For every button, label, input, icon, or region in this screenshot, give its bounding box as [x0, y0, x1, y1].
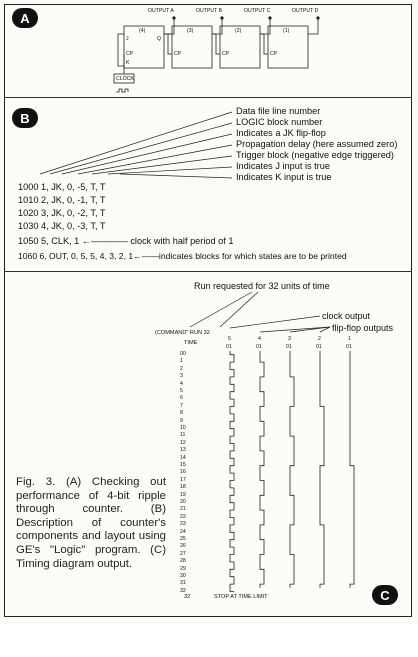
label-output-b: OUTPUT B [196, 8, 223, 14]
waveform-4 [260, 351, 264, 588]
label-pin-cp-2: CP [222, 51, 230, 57]
label-clock-box: CLOCK [116, 76, 134, 82]
annotation-5: Trigger block (negative edge triggered) [236, 150, 394, 160]
time-label: 12 [180, 439, 186, 446]
time-label: 17 [180, 476, 186, 483]
label-pin-cp-1: CP [270, 51, 278, 57]
time-label: 6 [180, 395, 183, 402]
last-time: 32 [184, 594, 191, 600]
note-flipflop-outputs: flip-flop outputs [332, 323, 394, 333]
col-states-3: 01 [286, 344, 292, 350]
time-label: 19 [180, 491, 186, 498]
time-label: 3 [180, 373, 183, 380]
timing-leaders [0, 280, 418, 350]
col-states-5: 01 [226, 344, 232, 350]
timing-diagram [200, 351, 380, 657]
time-label: 28 [180, 558, 186, 565]
time-label: 24 [180, 528, 186, 535]
time-label: 25 [180, 536, 186, 542]
time-label: 26 [180, 543, 186, 550]
time-header: TIME [184, 340, 198, 346]
label-pin-cp-4: CP [126, 51, 134, 57]
badge-c: C [372, 585, 398, 605]
data-line-1020: 1020 3, JK, 0, -2, T, T [18, 208, 106, 218]
time-label: 10 [180, 425, 186, 431]
label-ff-3: (3) [187, 28, 194, 34]
waveform-5 [230, 351, 234, 592]
label-ff-1: (1) [283, 28, 290, 34]
annotation-1: Data file line number [236, 106, 321, 116]
col-header-1: 1 [348, 336, 351, 342]
data-line-1060: 1060 6, OUT, 0, 5, 5, 4, 3, 2, 1←——indicates blocks for which states are to be printed [18, 251, 347, 261]
data-line-1000: 1000 1, JK, 0, -5, T, T [18, 182, 106, 192]
time-label: 27 [180, 550, 186, 557]
time-label: 9 [180, 417, 183, 424]
label-ff-2: (2) [235, 28, 242, 34]
note-run-requested: Run requested for 32 units of time [194, 281, 330, 291]
annotation-6: Indicates J input is true [236, 161, 330, 171]
annotation-7: Indicates K input is true [236, 172, 332, 182]
time-label: 16 [180, 469, 186, 476]
time-label: 5 [180, 388, 183, 394]
time-label: 30 [180, 573, 186, 579]
col-header-3: 3 [288, 336, 291, 342]
label-output-c: OUTPUT C [244, 8, 271, 14]
time-label: 22 [180, 513, 186, 520]
time-label: 8 [180, 410, 183, 417]
time-label: 4 [180, 380, 183, 387]
col-states-1: 01 [346, 344, 352, 350]
time-label: 20 [180, 499, 186, 505]
waveform-1 [350, 351, 354, 588]
command-run: (COMMAND" RUN 32 [155, 330, 210, 336]
badge-b: B [12, 108, 38, 128]
time-label: 15 [180, 462, 186, 468]
data-line-1050: 1050 5, CLK, 1 ←———— clock with half period of 1 [18, 236, 234, 246]
label-pin-k-4: K [126, 60, 130, 66]
time-label: 29 [180, 565, 186, 572]
counter-schematic [0, 0, 418, 100]
col-header-5: 5 [228, 336, 231, 342]
stop-text: STOP AT TIME LIMIT [214, 594, 268, 600]
time-label: 18 [180, 484, 186, 491]
annotation-3: Indicates a JK flip-flop [236, 128, 326, 138]
panel-divider-bc [4, 271, 412, 272]
time-label: 21 [180, 506, 186, 513]
time-label: 13 [180, 447, 186, 454]
badge-a: A [12, 8, 38, 28]
label-pin-cp-3: CP [174, 51, 182, 57]
label-pin-j-4: J [126, 36, 129, 42]
col-header-4: 4 [258, 336, 261, 342]
time-label: 14 [180, 454, 186, 461]
label-pin-q-4: Q [157, 36, 162, 42]
annotation-4: Propagation delay (here assumed zero) [236, 139, 398, 149]
label-output-d: OUTPUT D [292, 8, 319, 14]
label-ff-4: (4) [139, 28, 146, 34]
note-clock-output: clock output [322, 311, 371, 321]
time-label: 23 [180, 521, 186, 528]
annotation-2: LOGIC block number [236, 117, 323, 127]
time-label: 32 [180, 587, 186, 594]
time-label: 1 [180, 358, 183, 365]
data-line-1030: 1030 4, JK, 0, -3, T, T [18, 221, 106, 231]
col-states-4: 01 [256, 344, 262, 350]
time-label: 11 [180, 432, 186, 439]
figure-caption: Fig. 3. (A) Checking out performance of 4-bit ripple through counter. (B) Description of counter's components and layout using GE's "Logic" program. (C) Timing diagram output. [16, 476, 166, 570]
time-label: 7 [180, 402, 183, 409]
waveform-2 [320, 351, 324, 588]
data-line-1010: 1010 2, JK, 0, -1, T, T [18, 195, 106, 205]
label-output-a: OUTPUT A [148, 8, 174, 14]
time-label: 31 [180, 580, 186, 587]
time-label: 2 [180, 365, 183, 372]
time-label: 00 [180, 351, 186, 357]
col-header-2: 2 [318, 336, 321, 342]
waveform-3 [290, 351, 294, 588]
col-states-2: 01 [316, 344, 322, 350]
